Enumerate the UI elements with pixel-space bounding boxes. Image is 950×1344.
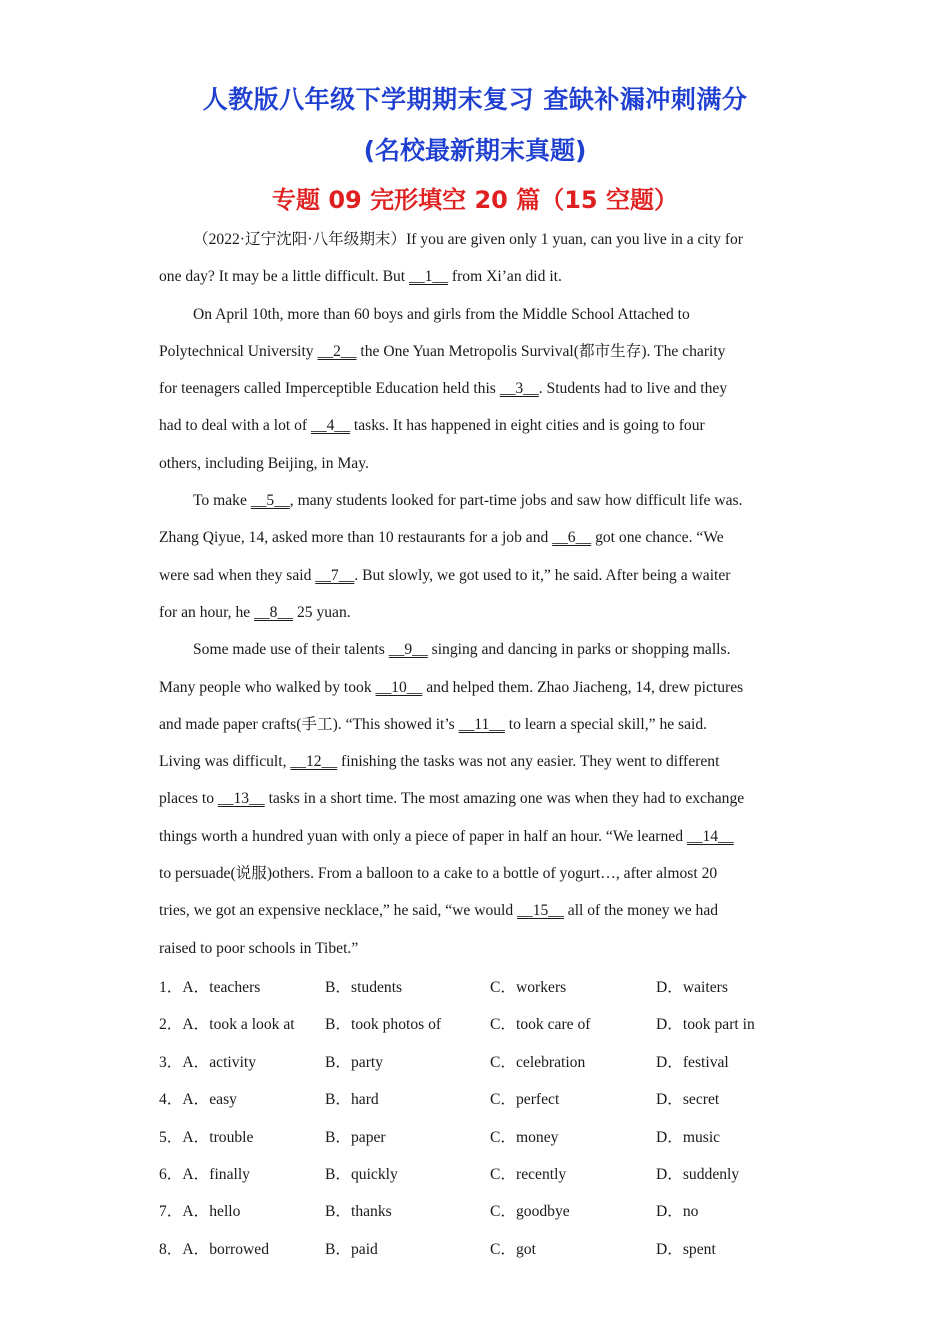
option-c: C．got [490,1240,536,1258]
question-number: 8． [159,1240,183,1258]
passage-text: for teenagers called Imperceptible Education held this [159,380,500,398]
answer-blank: __8__ [254,603,294,621]
passage-text: all of the money we had [563,902,719,920]
option-a: A．took a look at [182,1016,295,1034]
passage-text: finishing the tasks was not any easier. They went to different [337,753,720,771]
option-a: A．teachers [182,979,261,996]
option-d: D．secret [656,1091,720,1109]
passage-line [159,482,799,519]
option-d: D．no [656,1203,699,1221]
passage-line [159,594,799,631]
answer-blank: __3__ [499,380,539,398]
answer-blank: __13__ [217,790,265,808]
question-first-option [159,1081,237,1118]
passage-line [159,818,799,855]
option-d: D．waiters [656,979,728,996]
passage-text: 25 yuan. [293,603,351,621]
question-row [159,1193,799,1230]
passage-text: . But slowly, we got used to it,” he said. After being a waiter [354,566,731,584]
passage-text: were sad when they said [159,566,316,584]
passage-text: the One Yuan Metropolis Survival(都市生存). The charity [356,342,726,360]
question-first-option [159,1231,269,1268]
option-c: C．money [490,1128,559,1146]
document-title: 人教版八年级下学期期末复习 查缺补漏冲刺满分 [202,85,748,114]
option-d: D．spent [656,1240,716,1258]
question-number: 2． [159,1016,183,1034]
passage-line [159,221,799,258]
passage-line [159,631,799,668]
passage-text: others, including Beijing, in May. [159,454,369,472]
passage-text: one day? It may be a little difficult. But [159,268,410,286]
option-c: C．perfect [490,1091,560,1109]
question-number: 6． [159,1165,183,1183]
passage-line [159,706,799,743]
question-number: 4． [159,1091,183,1109]
passage-text: from Xi’an did it. [448,268,562,286]
passage-text: for an hour, he [159,603,255,621]
passage-text: tries, we got an expensive necklace,” he said, “we would [159,902,518,920]
passage-text: Living was difficult, [159,753,291,771]
passage-text: got one chance. “We [591,529,724,547]
option-b: B．hard [325,1091,379,1109]
passage-text: had to deal with a lot of [159,417,312,435]
question-number: 3． [159,1053,183,1071]
question-first-option [159,969,260,1006]
question-row [159,1231,799,1268]
option-c: C．celebration [490,1053,586,1071]
passage-line [159,557,799,594]
passage-text: On April 10th, more than 60 boys and girls from the Middle School Attached to [193,305,690,323]
passage-text: To make [193,492,251,510]
question-first-option [159,1006,295,1043]
option-a: A．hello [182,1203,241,1221]
option-d: D．festival [656,1053,729,1071]
passage-line [159,743,799,780]
answer-blank: __10__ [375,678,423,696]
answer-blank: __7__ [315,566,355,584]
passage-text: Polytechnical University [159,342,318,360]
passage-line [159,333,799,370]
option-b: B．took photos of [325,1016,442,1034]
option-c: C．took care of [490,1016,591,1034]
passage-text: Zhang Qiyue, 14, asked more than 10 restaurants for a job and [159,529,553,547]
question-options [159,969,799,1268]
passage-text: Many people who walked by took [159,678,376,696]
option-b: B．paid [325,1240,378,1258]
passage-text: （2022·辽宁沈阳·八年级期末）If you are given only 1 yuan, can you live in a city for [193,231,743,248]
passage-text: tasks. It has happened in eight cities and is going to four [350,417,705,435]
question-row [159,1156,799,1193]
question-number: 7． [159,1203,183,1221]
answer-blank: __14__ [686,827,734,845]
answer-blank: __12__ [290,753,338,771]
option-d: D．took part in [656,1016,755,1034]
answer-blank: __6__ [552,529,592,547]
question-row [159,1119,799,1156]
passage-text: and helped them. Zhao Jiacheng, 14, drew pictures [422,678,744,696]
question-first-option [159,1119,253,1156]
option-b: B．party [325,1053,384,1071]
passage-text: tasks in a short time. The most amazing one was when they had to exchange [264,790,745,808]
option-a: A．easy [182,1091,237,1109]
passage-text: raised to poor schools in Tibet.” [159,939,359,957]
question-first-option [159,1044,256,1081]
document-subtitle: (名校最新期末真题) [363,136,587,165]
question-number: 5． [159,1128,183,1146]
passage-line [159,258,799,295]
question-row [159,1044,799,1081]
passage-line [159,407,799,444]
passage-text: to persuade(说服)others. From a balloon to a cake to a bottle of yogurt…, after almost 20 [159,865,718,883]
option-b: B．paper [325,1128,386,1146]
option-d: D．music [656,1128,721,1146]
passage-text: . Students had to live and they [538,380,728,398]
question-first-option [159,1193,240,1230]
option-a: A．borrowed [182,1240,270,1258]
cloze-passage [159,221,799,967]
question-row [159,969,799,1006]
passage-line [159,370,799,407]
answer-blank: __11__ [458,715,505,733]
option-c: C．recently [490,1165,567,1183]
option-b: B．students [325,979,403,996]
passage-line [159,892,799,929]
passage-line [159,296,799,333]
option-b: B．thanks [325,1203,392,1221]
passage-text: places to [159,790,218,808]
passage-line [159,780,799,817]
section-title: 专题 09 完形填空 20 篇（15 空题） [272,186,678,214]
passage-text: things worth a hundred yuan with only a piece of paper in half an hour. “We learned [159,827,687,845]
answer-blank: __9__ [388,641,428,659]
passage-line [159,930,799,967]
passage-text: to learn a special skill,” he said. [504,715,708,733]
passage-text: , many students looked for part-time jobs and saw how difficult life was. [289,492,743,510]
option-d: D．suddenly [656,1165,740,1183]
passage-text: singing and dancing in parks or shopping malls. [427,641,731,659]
answer-blank: __4__ [311,417,350,435]
option-a: A．trouble [182,1128,254,1146]
option-c: C．goodbye [490,1203,570,1221]
answer-blank: __15__ [517,902,564,920]
option-a: A．finally [182,1165,250,1183]
passage-text: Some made use of their talents [193,641,389,659]
answer-blank: __2__ [317,342,357,360]
passage-text: and made paper crafts(手工). “This showed it’s [159,715,459,733]
question-first-option [159,1156,250,1193]
passage-line [159,855,799,892]
option-a: A．activity [182,1053,257,1071]
passage-line [159,669,799,706]
question-row [159,1006,799,1043]
answer-blank: __1__ [409,268,448,286]
option-b: B．quickly [325,1165,398,1183]
question-number: 1． [159,979,183,996]
question-row [159,1081,799,1118]
passage-line [159,445,799,482]
answer-blank: __5__ [250,492,290,510]
option-c: C．workers [490,979,567,996]
passage-line [159,519,799,556]
